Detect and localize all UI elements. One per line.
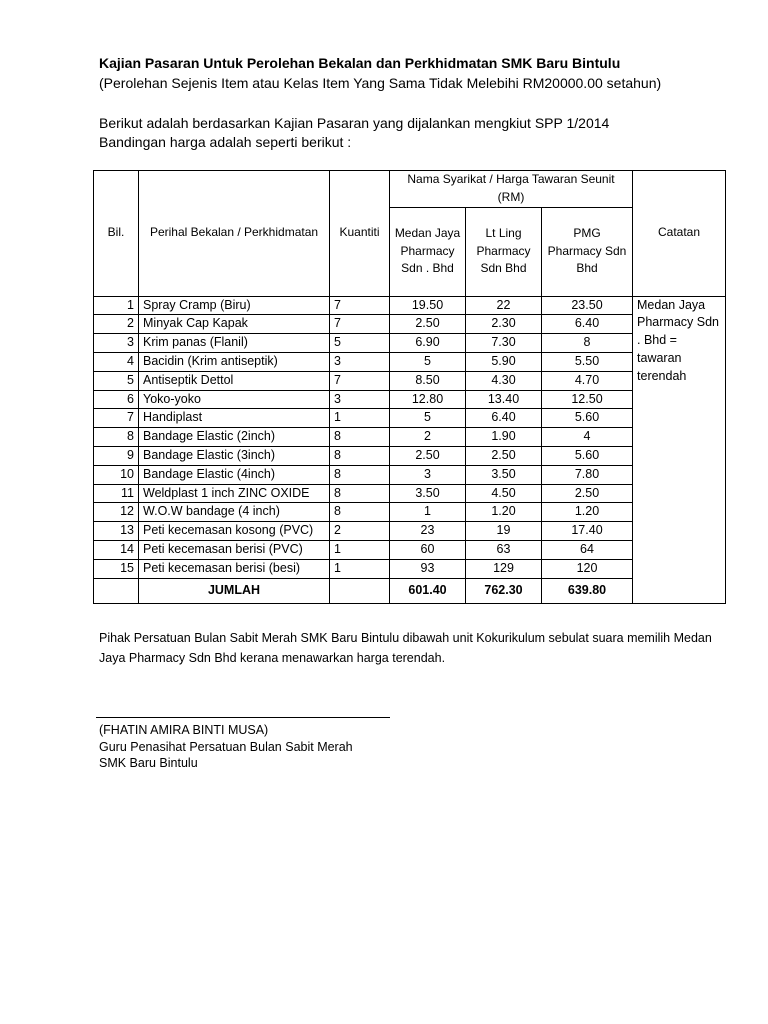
table-row bbox=[94, 465, 726, 484]
row-item: W.O.W bandage (4 inch) bbox=[139, 503, 330, 522]
row-item: Spray Cramp (Biru) bbox=[139, 296, 330, 315]
row-bil: 14 bbox=[94, 540, 139, 559]
row-price-company-1: 2 bbox=[390, 428, 466, 447]
row-item: Antiseptik Dettol bbox=[139, 371, 330, 390]
row-price-company-2: 63 bbox=[466, 540, 542, 559]
header-notes: Catatan bbox=[633, 171, 726, 297]
total-label: JUMLAH bbox=[139, 578, 330, 603]
document-subtitle: (Perolehan Sejenis Item atau Kelas Item Yang Sama Tidak Melebihi RM20000.00 setahun) bbox=[99, 75, 662, 91]
table-row bbox=[94, 522, 726, 541]
row-price-company-2: 22 bbox=[466, 296, 542, 315]
row-price-company-3: 12.50 bbox=[542, 390, 633, 409]
total-empty-bil bbox=[94, 578, 139, 603]
row-price-company-3: 64 bbox=[542, 540, 633, 559]
row-bil: 11 bbox=[94, 484, 139, 503]
row-price-company-1: 60 bbox=[390, 540, 466, 559]
signatory-role: Guru Penasihat Persatuan Bulan Sabit Merah bbox=[99, 740, 353, 754]
signatory-school: SMK Baru Bintulu bbox=[99, 756, 198, 770]
row-price-company-1: 23 bbox=[390, 522, 466, 541]
header-item: Perihal Bekalan / Perkhidmatan bbox=[139, 171, 330, 297]
row-price-company-2: 19 bbox=[466, 522, 542, 541]
row-bil: 9 bbox=[94, 446, 139, 465]
table-row bbox=[94, 371, 726, 390]
intro-line-2: Bandingan harga adalah seperti berikut : bbox=[99, 134, 352, 150]
table-row bbox=[94, 559, 726, 578]
row-price-company-2: 7.30 bbox=[466, 334, 542, 353]
row-price-company-2: 1.90 bbox=[466, 428, 542, 447]
row-price-company-3: 17.40 bbox=[542, 522, 633, 541]
row-bil: 12 bbox=[94, 503, 139, 522]
row-price-company-1: 19.50 bbox=[390, 296, 466, 315]
row-quantity: 5 bbox=[330, 334, 390, 353]
row-quantity: 7 bbox=[330, 296, 390, 315]
header-company-3: PMG Pharmacy Sdn Bhd bbox=[542, 207, 633, 296]
row-quantity: 8 bbox=[330, 484, 390, 503]
row-bil: 2 bbox=[94, 315, 139, 334]
row-price-company-2: 13.40 bbox=[466, 390, 542, 409]
row-price-company-1: 5 bbox=[390, 352, 466, 371]
row-price-company-1: 2.50 bbox=[390, 315, 466, 334]
row-price-company-3: 120 bbox=[542, 559, 633, 578]
row-item: Peti kecemasan kosong (PVC) bbox=[139, 522, 330, 541]
row-price-company-3: 7.80 bbox=[542, 465, 633, 484]
row-price-company-2: 2.50 bbox=[466, 446, 542, 465]
table-row bbox=[94, 352, 726, 371]
row-price-company-2: 1.20 bbox=[466, 503, 542, 522]
row-quantity: 8 bbox=[330, 465, 390, 484]
table-row bbox=[94, 484, 726, 503]
document-title: Kajian Pasaran Untuk Perolehan Bekalan dan Perkhidmatan SMK Baru Bintulu bbox=[99, 55, 621, 71]
row-bil: 15 bbox=[94, 559, 139, 578]
row-price-company-1: 2.50 bbox=[390, 446, 466, 465]
row-price-company-1: 12.80 bbox=[390, 390, 466, 409]
row-quantity: 8 bbox=[330, 428, 390, 447]
total-company-2: 762.30 bbox=[466, 578, 542, 603]
row-price-company-1: 5 bbox=[390, 409, 466, 428]
row-price-company-3: 5.50 bbox=[542, 352, 633, 371]
row-price-company-2: 3.50 bbox=[466, 465, 542, 484]
row-quantity: 7 bbox=[330, 315, 390, 334]
row-item: Bacidin (Krim antiseptik) bbox=[139, 352, 330, 371]
row-item: Bandage Elastic (2inch) bbox=[139, 428, 330, 447]
row-quantity: 1 bbox=[330, 559, 390, 578]
row-price-company-1: 3 bbox=[390, 465, 466, 484]
row-price-company-3: 23.50 bbox=[542, 296, 633, 315]
row-quantity: 1 bbox=[330, 540, 390, 559]
row-price-company-3: 5.60 bbox=[542, 409, 633, 428]
row-quantity: 8 bbox=[330, 503, 390, 522]
row-price-company-3: 4 bbox=[542, 428, 633, 447]
table-row bbox=[94, 540, 726, 559]
row-price-company-3: 8 bbox=[542, 334, 633, 353]
row-item: Peti kecemasan berisi (PVC) bbox=[139, 540, 330, 559]
row-bil: 13 bbox=[94, 522, 139, 541]
price-comparison-table bbox=[93, 170, 726, 604]
total-company-3: 639.80 bbox=[542, 578, 633, 603]
row-price-company-2: 4.50 bbox=[466, 484, 542, 503]
conclusion-paragraph: Pihak Persatuan Bulan Sabit Merah SMK Baru Bintulu dibawah unit Kokurikulum sebulat suara memilih Medan Jaya Pharmacy Sdn Bhd kerana menawarkan harga terendah. bbox=[99, 631, 712, 665]
table-row bbox=[94, 334, 726, 353]
table-row bbox=[94, 428, 726, 447]
header-bil: Bil. bbox=[94, 171, 139, 297]
row-quantity: 1 bbox=[330, 409, 390, 428]
row-bil: 3 bbox=[94, 334, 139, 353]
row-price-company-3: 4.70 bbox=[542, 371, 633, 390]
row-item: Peti kecemasan berisi (besi) bbox=[139, 559, 330, 578]
table-row bbox=[94, 409, 726, 428]
row-item: Handiplast bbox=[139, 409, 330, 428]
row-item: Krim panas (Flanil) bbox=[139, 334, 330, 353]
row-price-company-1: 93 bbox=[390, 559, 466, 578]
table-row bbox=[94, 390, 726, 409]
total-row bbox=[94, 578, 726, 603]
table-row bbox=[94, 296, 726, 315]
intro-line-1: Berikut adalah berdasarkan Kajian Pasaran yang dijalankan mengkiut SPP 1/2014 bbox=[99, 115, 610, 131]
row-price-company-1: 6.90 bbox=[390, 334, 466, 353]
row-price-company-2: 4.30 bbox=[466, 371, 542, 390]
row-price-company-2: 5.90 bbox=[466, 352, 542, 371]
row-item: Bandage Elastic (3inch) bbox=[139, 446, 330, 465]
row-price-company-3: 1.20 bbox=[542, 503, 633, 522]
row-bil: 4 bbox=[94, 352, 139, 371]
row-bil: 8 bbox=[94, 428, 139, 447]
row-price-company-1: 1 bbox=[390, 503, 466, 522]
row-price-company-3: 5.60 bbox=[542, 446, 633, 465]
header-quantity: Kuantiti bbox=[330, 171, 390, 297]
row-price-company-3: 2.50 bbox=[542, 484, 633, 503]
row-bil: 10 bbox=[94, 465, 139, 484]
row-quantity: 3 bbox=[330, 390, 390, 409]
row-quantity: 2 bbox=[330, 522, 390, 541]
row-bil: 5 bbox=[94, 371, 139, 390]
total-company-1: 601.40 bbox=[390, 578, 466, 603]
table-row bbox=[94, 503, 726, 522]
row-quantity: 8 bbox=[330, 446, 390, 465]
header-company-2: Lt Ling Pharmacy Sdn Bhd bbox=[466, 207, 542, 296]
row-quantity: 7 bbox=[330, 371, 390, 390]
row-item: Bandage Elastic (4inch) bbox=[139, 465, 330, 484]
row-item: Weldplast 1 inch ZINC OXIDE bbox=[139, 484, 330, 503]
signatory-name: (FHATIN AMIRA BINTI MUSA) bbox=[99, 723, 269, 737]
table-row bbox=[94, 315, 726, 334]
table-row bbox=[94, 446, 726, 465]
row-item: Minyak Cap Kapak bbox=[139, 315, 330, 334]
header-company-group: Nama Syarikat / Harga Tawaran Seunit (RM) bbox=[390, 171, 633, 208]
notes-cell: Medan Jaya Pharmacy Sdn . Bhd = tawaran terendah bbox=[633, 296, 726, 603]
row-bil: 7 bbox=[94, 409, 139, 428]
row-bil: 6 bbox=[94, 390, 139, 409]
row-price-company-1: 3.50 bbox=[390, 484, 466, 503]
row-price-company-3: 6.40 bbox=[542, 315, 633, 334]
row-price-company-2: 2.30 bbox=[466, 315, 542, 334]
row-price-company-2: 129 bbox=[466, 559, 542, 578]
total-empty-quantity bbox=[330, 578, 390, 603]
row-price-company-1: 8.50 bbox=[390, 371, 466, 390]
row-item: Yoko-yoko bbox=[139, 390, 330, 409]
row-price-company-2: 6.40 bbox=[466, 409, 542, 428]
header-company-1: Medan Jaya Pharmacy Sdn . Bhd bbox=[390, 207, 466, 296]
row-quantity: 3 bbox=[330, 352, 390, 371]
row-bil: 1 bbox=[94, 296, 139, 315]
signature-line bbox=[96, 717, 390, 718]
